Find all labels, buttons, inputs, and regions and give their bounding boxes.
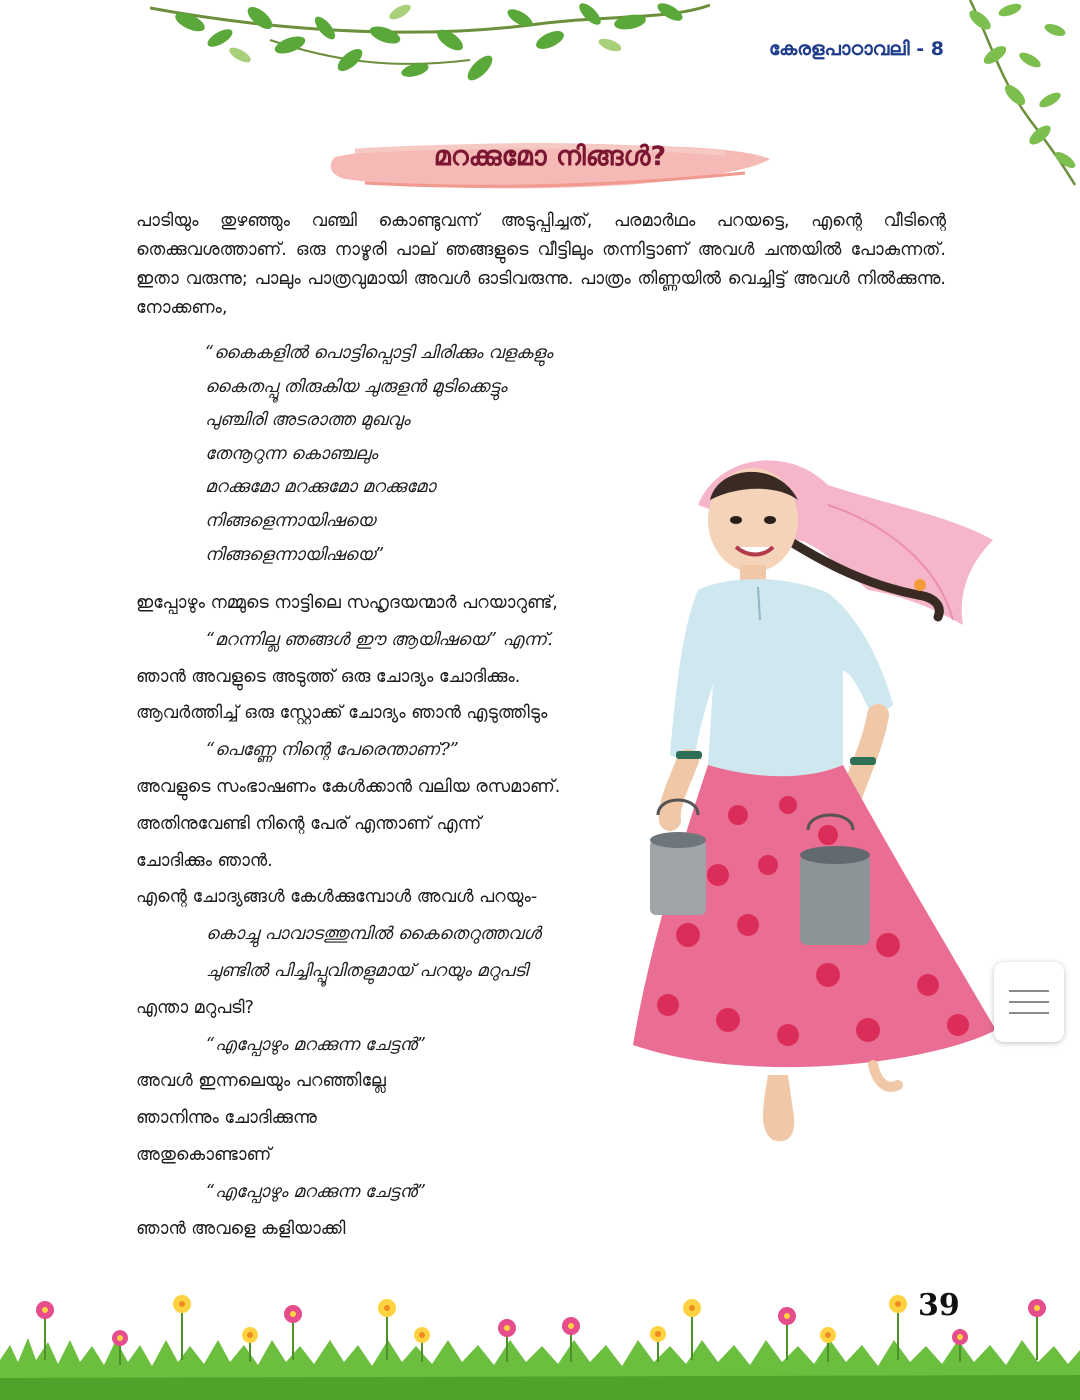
girl-with-milk-cans-illustration: [628, 445, 1003, 1165]
song-line: “കൈകളിൽ പൊട്ടിപ്പൊട്ടി ചിരിക്കും വളകളും: [205, 343, 553, 363]
song-line: കൈതപ്പൂ തിരുകിയ ചുരുളൻ മുടിക്കെട്ടും: [205, 376, 507, 397]
quoted-line: “പെണ്ണേ നിന്റെ പേരെന്താണ്?”: [206, 740, 459, 761]
text-line: അവളുടെ സംഭാഷണം കേൾക്കാൻ വലിയ രസമാണ്.: [136, 776, 561, 797]
text-line: അതിനുവേണ്ടി നിന്റെ പേര് എന്താണ് എന്ന്: [136, 813, 482, 834]
quoted-line: “എപ്പോഴും മറക്കുന്ന ചേട്ടൻ”: [206, 1181, 426, 1202]
text-line: എന്താ മറുപടി?: [136, 997, 254, 1018]
quoted-line: “എപ്പോഴും മറക്കുന്ന ചേട്ടൻ”: [206, 1034, 426, 1055]
song-line: നിങ്ങളെന്നായിഷയെ: [205, 510, 376, 531]
page-number: 39: [918, 1288, 960, 1323]
text-line: ഞാൻ അവളുടെ അടുത്ത് ഒരു ചോദ്യം ചോദിക്കും.: [136, 666, 521, 687]
song-line: മറക്കുമോ മറക്കുമോ മറക്കുമോ: [205, 477, 436, 498]
leaf-vine-decoration: [950, 0, 1080, 190]
song-line: തേനൂറുന്ന കൊഞ്ചലും: [205, 443, 378, 464]
text-line: അതുകൊണ്ടാണ്: [136, 1144, 272, 1165]
lesson-title: മറക്കുമോ നിങ്ങൾ?: [433, 141, 667, 172]
intro-paragraph: പാടിയും തുഴഞ്ഞും വഞ്ചി കൊണ്ടുവന്ന് അടുപ്പിച്ചത്, പരമാർഥം പറയട്ടെ, എന്റെ വീടിന്റെ തെക്കുവശത്താണ്. ഒരു നാഴൂരി പാല് ഞങ്ങളുടെ വീട്ടിലും തന്നിട്ടാണ് അവൾ ചന്തയിൽ പോകുന്നത്. ഇതാ വരുന്നു; പാലും പാത്രവുമായി അവൾ ഓടിവരുന്നു. പാത്രം തിണ്ണയിൽ വെച്ചിട്ട് അവൾ നിൽക്കുന്നു. നോക്കണം,: [136, 211, 946, 318]
song-line: പുഞ്ചിരി അടരാത്ത മുഖവും: [205, 410, 411, 431]
menu-bar: [1009, 1012, 1049, 1014]
body-text: [136, 585, 656, 1247]
text-line: ഞാൻ അവളെ കളിയാക്കി: [136, 1218, 346, 1239]
menu-bar: [1009, 990, 1049, 992]
text-line: ആവർത്തിച്ച് ഒരു സ്റ്റോക്ക് ചോദ്യം ഞാൻ എടുത്തിടും: [136, 703, 548, 724]
text-line: ഇപ്പോഴും നമ്മുടെ നാട്ടിലെ സഹൃദയന്മാർ പറയാറുണ്ട്,: [136, 593, 558, 613]
song-line: നിങ്ങളെന്നായിഷയെ”: [205, 544, 385, 565]
quoted-line: കൊച്ചു പാവാടത്തുമ്പിൽ കൈതെറുത്തവൾ: [206, 924, 541, 945]
text-line: എന്റെ ചോദ്യങ്ങൾ കേൾക്കുമ്പോൾ അവൾ പറയും-: [136, 887, 538, 908]
quoted-line: ചുണ്ടിൽ പിച്ചിപ്പൂവിതളുമായ് പറയും മറുപടി: [206, 960, 528, 981]
text-line: ഞാനിന്നും ചോദിക്കുന്നു: [136, 1108, 317, 1129]
menu-icon[interactable]: [994, 962, 1064, 1042]
text-line: ചോദിക്കും ഞാൻ.: [136, 850, 273, 871]
leaf-branch-decoration: [150, 0, 710, 95]
lesson-title-banner: [325, 135, 775, 195]
text-line: അവൾ ഇന്നലെയും പറഞ്ഞില്ലേ: [136, 1071, 386, 1092]
running-head: കേരളപാഠാവലി - 8: [769, 38, 944, 60]
quoted-line: “മറന്നില്ല ഞങ്ങൾ ഈ ആയിഷയെ” എന്ന്.: [206, 629, 553, 650]
menu-bar: [1009, 1001, 1049, 1003]
song-stanza: [205, 337, 645, 572]
